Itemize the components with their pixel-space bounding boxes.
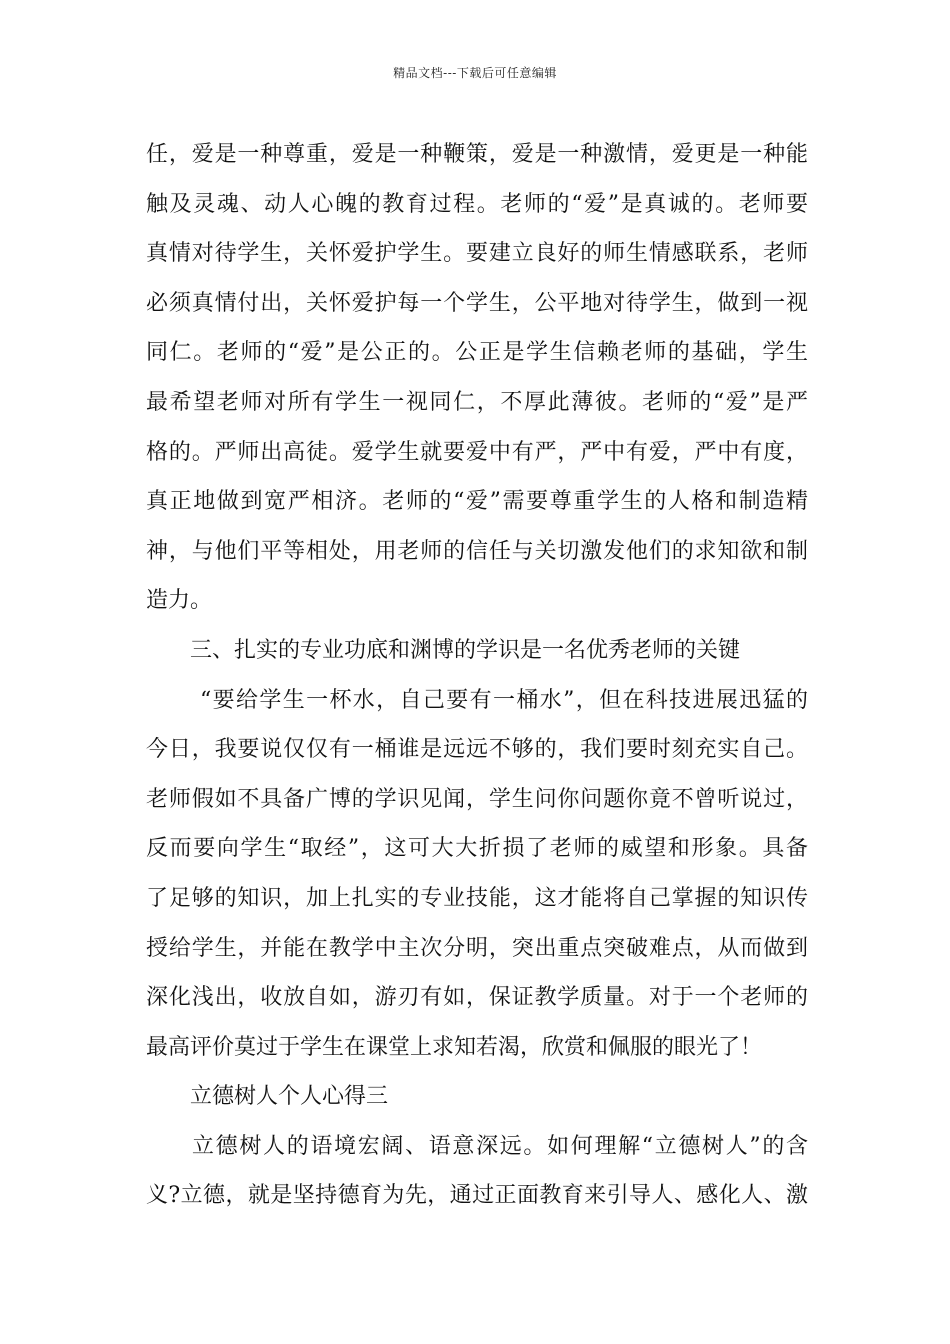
paragraph-line: 格的。严师出高徒。爱学生就要爱中有严，严中有爱，严中有度，	[146, 439, 808, 465]
paragraph-line: 真正地做到宽严相济。老师的“爱”需要尊重学生的人格和制造精	[146, 489, 808, 515]
paragraph-line: 最高评价莫过于学生在课堂上求知若渴，欣赏和佩服的眼光了！	[146, 1034, 763, 1060]
paragraph-line: 神，与他们平等相处，用老师的信任与关切激发他们的求知欲和制	[146, 538, 808, 564]
paragraph-line: 真情对待学生，关怀爱护学生。要建立良好的师生情感联系，老师	[146, 241, 808, 267]
paragraph-line: 任，爱是一种尊重，爱是一种鞭策，爱是一种激情，爱更是一种能	[146, 142, 808, 167]
body-text	[146, 130, 808, 1221]
page-header: 精品文档---下载后可任意编辑	[393, 66, 557, 80]
paragraph-line: 了足够的知识，加上扎实的专业技能，这才能将自己掌握的知识传	[146, 885, 808, 911]
section-heading: 立德树人个人心得三	[190, 1084, 389, 1110]
section-heading: 三、扎实的专业功底和渊博的学识是一名优秀老师的关键	[190, 637, 741, 663]
paragraph-line: 老师假如不具备广博的学识见闻，学生问你问题你竟不曾听说过，	[146, 786, 808, 812]
paragraph-line: “要给学生一杯水，自己要有一桶水”，但在科技进展迅猛的	[200, 687, 808, 713]
paragraph-line: 今日，我要说仅仅有一桶谁是远远不够的，我们要时刻充实自己。	[146, 737, 808, 763]
paragraph-line: 义?立德，就是坚持德育为先，通过正面教育来引导人、感化人、激	[146, 1183, 808, 1209]
paragraph-line: 同仁。老师的“爱”是公正的。公正是学生信赖老师的基础，学生	[146, 340, 808, 366]
paragraph-line: 授给学生，并能在教学中主次分明，突出重点突破难点，从而做到	[146, 935, 808, 961]
paragraph-line: 立德树人的语境宏阔、语意深远。如何理解“立德树人”的含	[192, 1133, 808, 1159]
paragraph-line: 深化浅出，收放自如，游刃有如，保证教学质量。对于一个老师的	[146, 985, 808, 1011]
paragraph-line: 造力。	[146, 588, 213, 614]
paragraph-line: 必须真情付出，关怀爱护每一个学生，公平地对待学生，做到一视	[146, 290, 808, 316]
paragraph-line: 最希望老师对所有学生一视同仁，不厚此薄彼。老师的“爱”是严	[146, 389, 808, 415]
paragraph-line: 反而要向学生“取经”，这可大大折损了老师的威望和形象。具备	[146, 836, 808, 862]
paragraph-line: 触及灵魂、动人心魄的教育过程。老师的“爱”是真诚的。老师要	[146, 191, 808, 217]
